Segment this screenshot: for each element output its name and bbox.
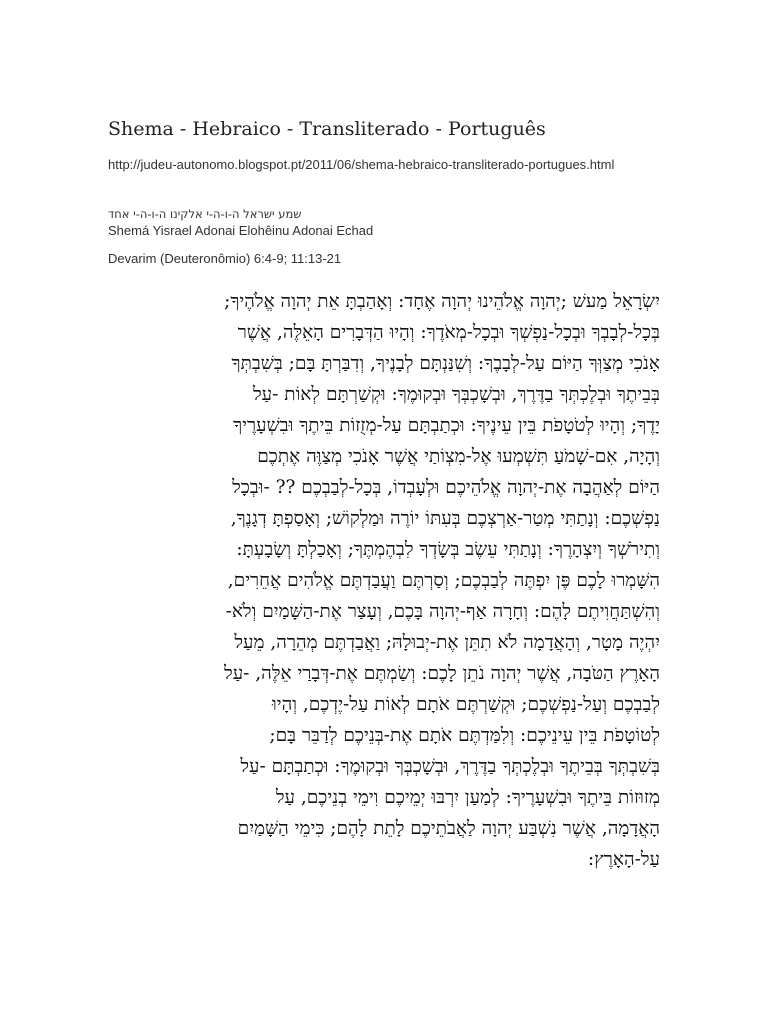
hebrew-line: יִשְׂרָאֵל מַעשׁ ;יְהוָה אֱלֹהֵינוּ יְהוָה אֶחָד: וְאָהַבְתָּ אֵת יְהוָה אֱלֹהֶיךָ; (224, 291, 660, 312)
hebrew-line: עַל-הָאָרֶץ: (587, 849, 660, 870)
hebrew-line: לְטוֹטָפֹת בֵּין עֵינֵיכֶם: וְלִמַּדְתֶּם אֹתָם אֶת-בְּנֵיכֶם לְדַבֵּר בָּם; (269, 725, 660, 746)
hebrew-line: הִשָּׁמְרוּ לָכֶם פֶּן יִפְתֶּה לְבַבְכֶם; וְסַרְתֶּם וַעֲבַדְתֶּם אֱלֹהִים אֲחֵרִים, (227, 570, 660, 591)
hebrew-line: יָדֶךָ; וְהָיוּ לְטֹטָפֹת בֵּין עֵינֶיךָ: וּכְתַבְתָּם עַל-מְזֻזוֹת בֵּיתֶךָ וּבִשְׁעָרֶיךָ (233, 415, 660, 436)
hebrew-line: הָאָרֶץ הַטֹּבָה, אֲשֶׁר יְהוָה נֹתֵן לָכֶם: וְשַׂמְתֶּם אֶת-דְּבָרַי אֵלֶּה, -עַל (224, 663, 660, 684)
hebrew-line: אָנֹכִי מְצַוְּךָ הַיּוֹם עַל-לְבָבֶךָ: וְשִׁנַּנְתָּם לְבָנֶיךָ, וְדִבַּרְתָּ בָּם; בְּשִׁבְתְּךָ (231, 353, 660, 374)
hebrew-line: וְתִירֹשְׁךָ וְיִצְהָרֶךָ: וְנָתַתִּי עֵשֶׂב בְּשָׂדְךָ לִבְהֶמְתֶּךָ; וְאָכַלְתָּ וְשָׂבָעְתָּ: (236, 539, 660, 560)
transliteration-line: Shemá Yisrael Adonai Elohêinu Adonai Echad (108, 223, 374, 238)
hebrew-line: בְּבֵיתֶךָ וּבְלֶכְתְּךָ בַדֶּרֶךְ, וּבְשָׁכְבְּךָ וּבְקוּמֶךָ: וּקְשַׁרְתָּם לְאוֹת -עַל (253, 384, 660, 405)
hebrew-line: מְזוּזוֹת בֵּיתֶךָ וּבִשְׁעָרֶיךָ: לְמַעַן יִרְבּוּ יְמֵיכֶם וִימֵי בְנֵיכֶם, עַל (275, 787, 660, 808)
hebrew-line: לְבַבְכֶם וְעַל-נַפְשְׁכֶם; וּקְשַׁרְתֶּם אֹתָם לְאוֹת עַל-יֶדְכֶם, וְהָיוּ (272, 694, 660, 715)
source-url: http://judeu-autonomo.blogspot.pt/2011/06/shema-hebraico-transliterado-portugues.html (108, 157, 615, 172)
hebrew-line: הָאֲדָמָה, אֲשֶׁר נִשְׁבַּע יְהוָה לַאֲבֹתֵיכֶם לָתֵת לָהֶם; כִּימֵי הַשָּׁמַיִם (237, 818, 660, 839)
hebrew-line: בְּכָל-לְבָבְךָ וּבְכָל-נַפְשְׁךָ וּבְכָל-מְאֹדֶךָ: וְהָיוּ הַדְּבָרִים הָאֵלֶּה, אֲשֶׁר (237, 322, 660, 343)
hebrew-line: וְהִשְׁתַּחֲוִיתֶם לָהֶם: וְחָרָה אַף-יְהוָה בָּכֶם, וְעָצַר אֶת-הַשָּׁמַיִם וְלֹא- (225, 601, 660, 622)
hebrew-subtitle: שמע ישראל ה-ו-ה-י אלקינו ה-ו-ה-י אחד (108, 207, 302, 221)
scripture-reference: Devarim (Deuteronômio) 6:4-9; 11:13-21 (108, 251, 342, 266)
hebrew-line: יִהְיֶה מָטָר, וְהָאֲדָמָה לֹא תִתֵּן אֶת-יְבוּלָהּ; וַאֲבַדְתֶּם מְהֵרָה, מֵעַל (234, 632, 660, 653)
hebrew-line: בְּשִׁבְתְּךָ בְּבֵיתֶךָ וּבְלֶכְתְּךָ בַדֶּרֶךְ, וּבְשָׁכְבְּךָ וּבְקוּמֶךָ: וּכְתַבְתָּם -עַל (240, 756, 660, 777)
hebrew-line: הַיּוֹם לְאַהֲבָה אֶת-יְהוָה אֱלֹהֵיכֶם וּלְעָבְדוֹ, בְּכָל-לְבַבְכֶם ?? -וּבְכָל (232, 477, 660, 498)
hebrew-line: וְהָיָה, אִם-שָׁמֹעַ תִּשְׁמְעוּ אֶל-מִצְוֹתַי אֲשֶׁר אָנֹכִי מְצַוֶּה אֶתְכֶם (257, 446, 660, 467)
document-title: Shema - Hebraico - Transliterado - Português (108, 118, 546, 140)
hebrew-text-block (108, 286, 660, 875)
hebrew-line: נַפְשְׁכֶם: וְנָתַתִּי מְטַר-אַרְצְכֶם בְּעִתּוֹ יוֹרֶה וּמַלְקוֹשׁ; וְאָסַפְתָּ דְגָנֶךָ, (230, 508, 660, 529)
